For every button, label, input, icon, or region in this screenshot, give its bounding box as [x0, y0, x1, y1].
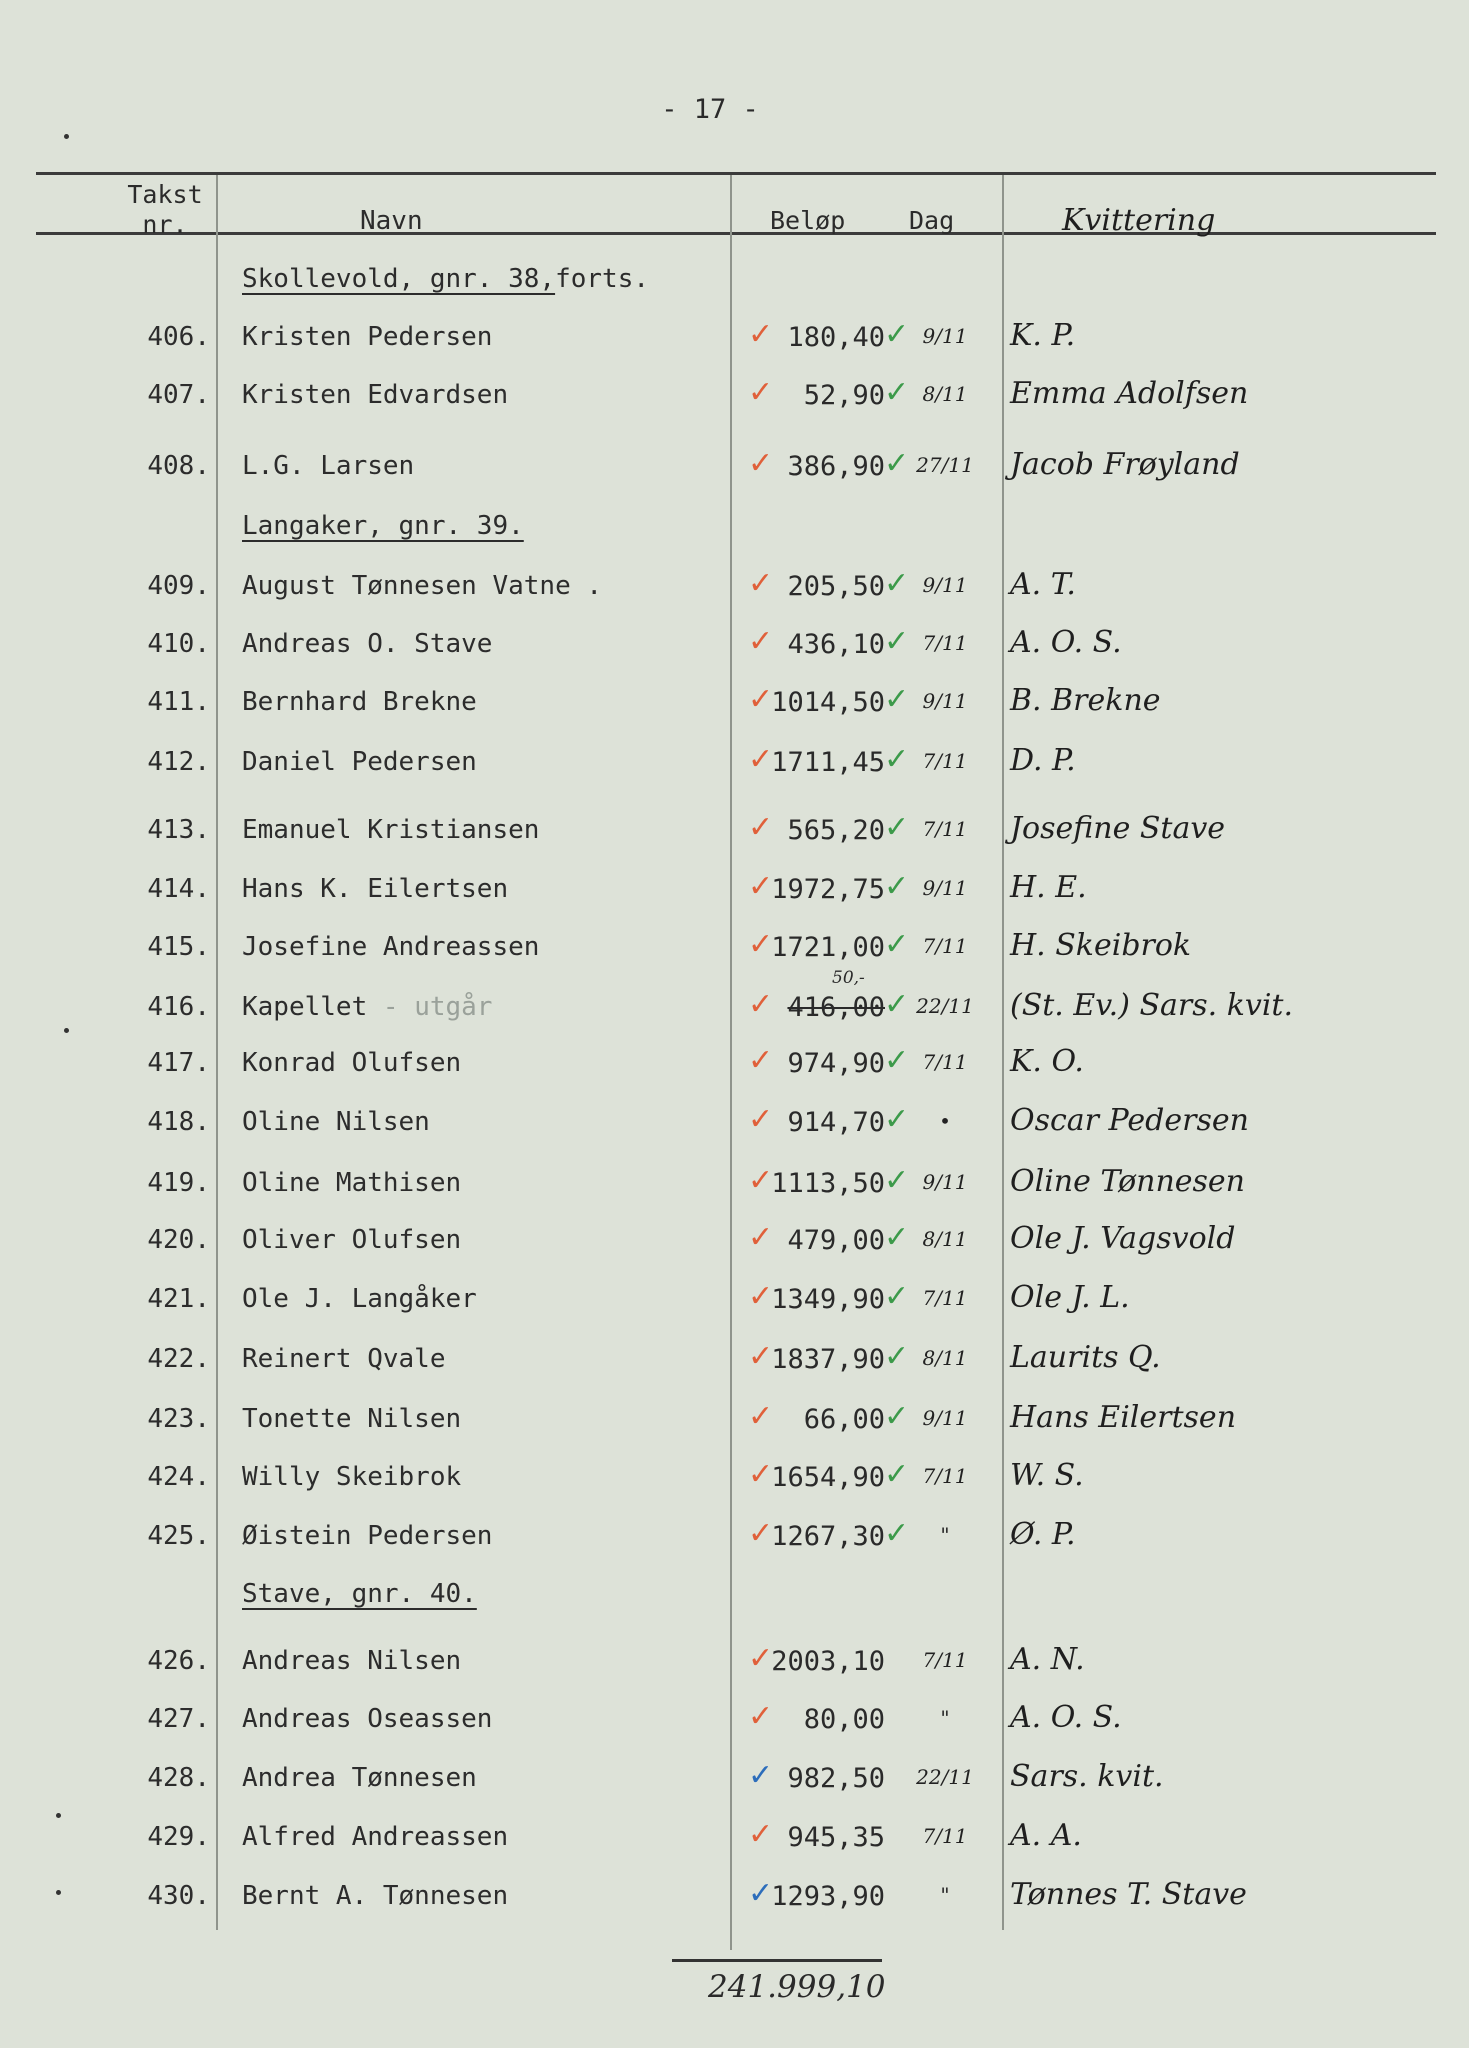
ledger-row — [0, 1276, 1469, 1326]
name-text: Konrad Olufsen — [242, 1048, 462, 1078]
day: 7/11 — [922, 1648, 968, 1672]
name-text: Oline Mathisen — [242, 1168, 462, 1198]
amount: 1837,90 — [771, 1344, 885, 1375]
name — [242, 451, 414, 481]
amount: 416,00 — [787, 992, 885, 1023]
amount: 1972,75 — [771, 874, 885, 905]
takst-number: 413. — [147, 815, 210, 845]
day: 8/11 — [922, 1227, 968, 1251]
day: 7/11 — [922, 1824, 968, 1848]
green-check-icon: ✓ — [884, 1163, 910, 1198]
section-heading-row — [0, 1571, 1469, 1621]
takst-number: 426. — [147, 1646, 210, 1676]
name — [242, 815, 539, 845]
takst-number: 428. — [147, 1763, 210, 1793]
amount: 2003,10 — [771, 1646, 885, 1677]
takst-number: 418. — [147, 1107, 210, 1137]
name — [242, 1048, 461, 1078]
name — [242, 1462, 461, 1492]
takst-number: 430. — [147, 1881, 210, 1911]
day: 7/11 — [922, 749, 968, 773]
takst-number: 421. — [147, 1284, 210, 1314]
receipt-signature: K. P. — [1010, 318, 1076, 353]
name-text: Hans K. Eilertsen — [242, 874, 509, 904]
amount: 436,10 — [787, 629, 885, 660]
day: 22/11 — [916, 1765, 974, 1789]
takst-number: 406. — [147, 322, 210, 352]
receipt-signature: A. T. — [1010, 567, 1076, 602]
red-check-icon: ✓ — [748, 1163, 774, 1198]
name-text: Tonette Nilsen — [242, 1404, 462, 1434]
name — [242, 1881, 508, 1911]
amount: 66,00 — [803, 1404, 885, 1435]
receipt-signature: Hans Eilertsen — [1010, 1400, 1237, 1435]
section-heading-row — [0, 503, 1469, 553]
total-amount: 241.999,10 — [708, 1969, 886, 2005]
receipt-signature: (St. Ev.) Sars. kvit. — [1010, 988, 1294, 1023]
day: 9/11 — [922, 324, 968, 348]
name — [242, 1822, 508, 1852]
name-text: L.G. Larsen — [242, 451, 415, 481]
amount: 1113,50 — [771, 1168, 885, 1199]
name — [242, 1521, 492, 1551]
amount: 52,90 — [803, 380, 885, 411]
amount: 1654,90 — [771, 1462, 885, 1493]
ledger-row — [0, 563, 1469, 613]
ledger-row — [0, 807, 1469, 857]
ledger-row — [0, 679, 1469, 729]
green-check-icon: ✓ — [884, 317, 910, 352]
day: 8/11 — [922, 382, 968, 406]
day: 22/11 — [916, 994, 974, 1018]
ledger-row — [0, 866, 1469, 916]
green-check-icon: ✓ — [884, 682, 910, 717]
red-check-icon: ✓ — [748, 682, 774, 717]
red-check-icon: ✓ — [748, 624, 774, 659]
green-check-icon: ✓ — [884, 810, 910, 845]
takst-number: 429. — [147, 1822, 210, 1852]
name — [242, 747, 477, 777]
name-faded-note: - utgår — [367, 992, 493, 1022]
name — [242, 874, 508, 904]
day: " — [940, 1883, 950, 1907]
ledger-row — [0, 1454, 1469, 1504]
receipt-signature: K. O. — [1010, 1044, 1084, 1079]
receipt-signature: W. S. — [1010, 1458, 1084, 1493]
name-text: August Tønnesen Vatne . — [242, 571, 603, 601]
red-check-icon: ✓ — [748, 927, 774, 962]
green-check-icon: ✓ — [884, 1279, 910, 1314]
receipt-signature: A. A. — [1010, 1818, 1082, 1853]
amount: 1349,90 — [771, 1284, 885, 1315]
section-heading-label: Stave, gnr. 40. — [242, 1579, 477, 1609]
takst-number: 424. — [147, 1462, 210, 1492]
section-heading-label: Skollevold, gnr. 38, — [242, 264, 556, 294]
amount: 982,50 — [787, 1763, 885, 1794]
amount: 1721,00 — [771, 932, 885, 963]
red-check-icon: ✓ — [748, 810, 774, 845]
page-number: - 17 - — [661, 94, 759, 125]
red-check-icon: ✓ — [748, 1817, 774, 1852]
takst-number: 407. — [147, 380, 210, 410]
header-takst-line: Takst — [127, 180, 203, 209]
ledger-row — [0, 1513, 1469, 1563]
name — [242, 380, 508, 410]
green-check-icon: ✓ — [884, 1102, 910, 1137]
name-text: Andreas O. Stave — [242, 629, 493, 659]
section-heading-suffix: forts. — [555, 264, 649, 294]
ledger-row — [0, 968, 1469, 1034]
day: 7/11 — [922, 631, 968, 655]
receipt-signature: H. Skeibrok — [1010, 928, 1192, 963]
name-text: Kapellet — [242, 992, 368, 1022]
name-text: Andrea Tønnesen — [242, 1763, 477, 1793]
red-check-icon: ✓ — [748, 1339, 774, 1374]
header-takst-line: nr. — [142, 210, 188, 239]
amount: 180,40 — [787, 322, 885, 353]
name-text: Kristen Edvardsen — [242, 380, 509, 410]
amount: 1293,90 — [771, 1881, 885, 1912]
receipt-signature: Ole J. Vagsvold — [1010, 1221, 1236, 1256]
blue-check-icon: ✓ — [748, 1876, 774, 1911]
name-text: Willy Skeibrok — [242, 1462, 462, 1492]
red-check-icon: ✓ — [748, 566, 774, 601]
red-check-icon: ✓ — [748, 742, 774, 777]
name — [242, 1646, 461, 1676]
name-text: Oliver Olufsen — [242, 1225, 462, 1255]
red-check-icon: ✓ — [748, 375, 774, 410]
receipt-signature: Sars. kvit. — [1010, 1759, 1164, 1794]
day: 9/11 — [922, 876, 968, 900]
receipt-signature: Oline Tønnesen — [1010, 1164, 1246, 1199]
receipt-signature: H. E. — [1010, 870, 1087, 905]
takst-number: 408. — [147, 451, 210, 481]
ledger-row — [0, 924, 1469, 974]
day: 7/11 — [922, 1286, 968, 1310]
green-check-icon: ✓ — [884, 566, 910, 601]
green-check-icon: ✓ — [884, 1043, 910, 1078]
ledger-row — [0, 739, 1469, 789]
receipt-signature: Oscar Pedersen — [1010, 1103, 1249, 1138]
day: 7/11 — [922, 1464, 968, 1488]
amount: 80,00 — [803, 1704, 885, 1735]
day: 27/11 — [916, 453, 974, 477]
green-check-icon: ✓ — [884, 742, 910, 777]
red-check-icon: ✓ — [748, 1516, 774, 1551]
amount: 205,50 — [787, 571, 885, 602]
amount: 945,35 — [787, 1822, 885, 1853]
red-check-icon: ✓ — [748, 987, 774, 1022]
amount: 914,70 — [787, 1107, 885, 1138]
day: " — [940, 1706, 950, 1730]
name-text: Reinert Qvale — [242, 1344, 446, 1374]
takst-number: 409. — [147, 571, 210, 601]
name — [242, 1404, 461, 1434]
takst-number: 412. — [147, 747, 210, 777]
ledger-row — [0, 1696, 1469, 1746]
name — [242, 1284, 477, 1314]
receipt-signature: Emma Adolfsen — [1010, 376, 1249, 411]
ledger-row — [0, 1099, 1469, 1149]
name-text: Bernt A. Tønnesen — [242, 1881, 509, 1911]
name — [242, 932, 539, 962]
ledger-row — [0, 1638, 1469, 1688]
red-check-icon: ✓ — [748, 1699, 774, 1734]
green-check-icon: ✓ — [884, 1516, 910, 1551]
ledger-row — [0, 1336, 1469, 1386]
header-kvittering: Kvittering — [1062, 203, 1216, 238]
name — [242, 1225, 461, 1255]
takst-number: 410. — [147, 629, 210, 659]
takst-number: 416. — [147, 992, 210, 1022]
ledger-row — [0, 314, 1469, 364]
amount: 565,20 — [787, 815, 885, 846]
takst-number: 417. — [147, 1048, 210, 1078]
blue-check-icon: ✓ — [748, 1758, 774, 1793]
section-heading-label: Langaker, gnr. 39. — [242, 511, 524, 541]
day: 7/11 — [922, 1050, 968, 1074]
green-check-icon: ✓ — [884, 446, 910, 481]
receipt-signature: Jacob Frøyland — [1010, 447, 1240, 482]
name-text: Daniel Pedersen — [242, 747, 477, 777]
green-check-icon: ✓ — [884, 1399, 910, 1434]
takst-number: 427. — [147, 1704, 210, 1734]
day: " — [940, 1523, 950, 1547]
name-text: Kristen Pedersen — [242, 322, 493, 352]
takst-number: 420. — [147, 1225, 210, 1255]
ledger-row — [0, 1755, 1469, 1805]
red-check-icon: ✓ — [748, 1102, 774, 1137]
red-check-icon: ✓ — [748, 1043, 774, 1078]
receipt-signature: Tønnes T. Stave — [1010, 1877, 1247, 1912]
header-dag: Dag — [909, 206, 955, 235]
red-check-icon: ✓ — [748, 1279, 774, 1314]
ledger-row — [0, 372, 1469, 422]
takst-number: 419. — [147, 1168, 210, 1198]
takst-number: 411. — [147, 687, 210, 717]
total-rule — [672, 1959, 882, 1962]
name — [242, 687, 477, 717]
ledger-row — [0, 1396, 1469, 1446]
day: • — [939, 1109, 951, 1133]
name — [242, 571, 602, 601]
takst-number: 415. — [147, 932, 210, 962]
header-navn: Navn — [360, 206, 423, 236]
receipt-signature: Ø. P. — [1010, 1517, 1076, 1552]
receipt-signature: Laurits Q. — [1010, 1340, 1161, 1375]
takst-number: 423. — [147, 1404, 210, 1434]
red-check-icon: ✓ — [748, 869, 774, 904]
ledger-row — [0, 1040, 1469, 1090]
red-check-icon: ✓ — [748, 317, 774, 352]
name-text: Emanuel Kristiansen — [242, 815, 540, 845]
day: 9/11 — [922, 689, 968, 713]
day: 9/11 — [922, 1406, 968, 1430]
takst-number: 414. — [147, 874, 210, 904]
section-heading — [242, 1579, 477, 1609]
green-check-icon: ✓ — [884, 624, 910, 659]
name-text: Andreas Nilsen — [242, 1646, 462, 1676]
ledger-row — [0, 443, 1469, 493]
section-heading — [242, 511, 524, 541]
receipt-signature: Ole J. L. — [1010, 1280, 1130, 1315]
name-text: Ole J. Langåker — [242, 1284, 477, 1314]
red-check-icon: ✓ — [748, 1399, 774, 1434]
ledger-row — [0, 1160, 1469, 1210]
receipt-signature: A. O. S. — [1010, 1700, 1122, 1735]
amount: 1014,50 — [771, 687, 885, 718]
green-check-icon: ✓ — [884, 1339, 910, 1374]
amount: 1711,45 — [771, 747, 885, 778]
name — [242, 1704, 492, 1734]
ledger-row — [0, 1217, 1469, 1267]
takst-number: 422. — [147, 1344, 210, 1374]
receipt-signature: D. P. — [1010, 743, 1076, 778]
receipt-signature: B. Brekne — [1010, 683, 1161, 718]
section-heading-row — [0, 256, 1469, 306]
receipt-signature: A. N. — [1010, 1642, 1085, 1677]
red-check-icon: ✓ — [748, 1457, 774, 1492]
name-text: Josefine Andreassen — [242, 932, 540, 962]
green-check-icon: ✓ — [884, 869, 910, 904]
green-check-icon: ✓ — [884, 927, 910, 962]
name-text: Øistein Pedersen — [242, 1521, 493, 1551]
green-check-icon: ✓ — [884, 1457, 910, 1492]
name — [242, 322, 492, 352]
amount: 386,90 — [787, 451, 885, 482]
name-text: Bernhard Brekne — [242, 687, 477, 717]
green-check-icon: ✓ — [884, 987, 910, 1022]
name-text: Oline Nilsen — [242, 1107, 430, 1137]
amount: 479,00 — [787, 1225, 885, 1256]
red-check-icon: ✓ — [748, 446, 774, 481]
ledger-row — [0, 621, 1469, 671]
name-text: Alfred Andreassen — [242, 1822, 509, 1852]
day: 7/11 — [922, 934, 968, 958]
amount-correction: 50,- — [832, 968, 865, 988]
name — [242, 629, 492, 659]
day: 9/11 — [922, 573, 968, 597]
header-belop: Beløp — [770, 206, 846, 235]
section-heading — [242, 264, 649, 294]
day: 7/11 — [922, 817, 968, 841]
day: 9/11 — [922, 1170, 968, 1194]
name — [242, 992, 492, 1022]
red-check-icon: ✓ — [748, 1641, 774, 1676]
name — [242, 1763, 477, 1793]
green-check-icon: ✓ — [884, 1220, 910, 1255]
name-text: Andreas Oseassen — [242, 1704, 493, 1734]
takst-number: 425. — [147, 1521, 210, 1551]
receipt-signature: A. O. S. — [1010, 625, 1122, 660]
amount: 1267,30 — [771, 1521, 885, 1552]
red-check-icon: ✓ — [748, 1220, 774, 1255]
ledger-row — [0, 1873, 1469, 1923]
green-check-icon: ✓ — [884, 375, 910, 410]
name — [242, 1168, 461, 1198]
amount: 974,90 — [787, 1048, 885, 1079]
receipt-signature: Josefine Stave — [1010, 811, 1226, 846]
name — [242, 1344, 446, 1374]
name — [242, 1107, 430, 1137]
day: 8/11 — [922, 1346, 968, 1370]
ledger-row — [0, 1814, 1469, 1864]
